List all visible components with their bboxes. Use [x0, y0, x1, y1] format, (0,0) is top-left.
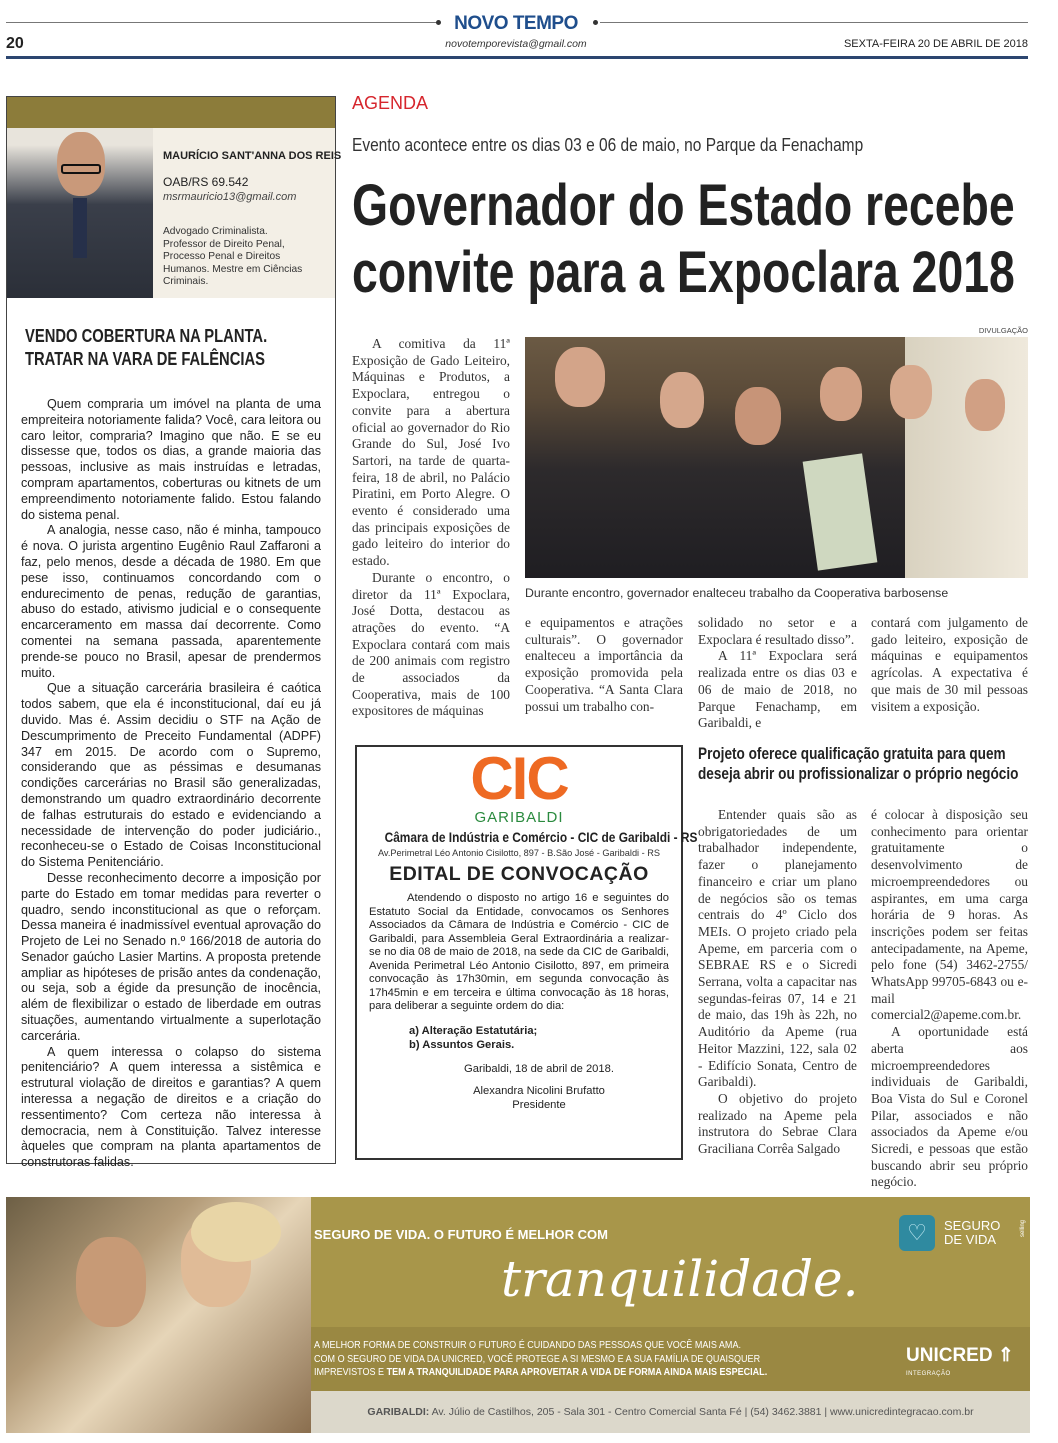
- article-col-2: [525, 615, 683, 715]
- edital-title: EDITAL DE CONVOCAÇÃO: [389, 863, 649, 885]
- ad-side-credit: selling: [1020, 1219, 1026, 1237]
- ad-photo: [6, 1197, 311, 1433]
- article-paragraph: A 11ª Expoclara será realizada entre os dias 03 e 06 de maio de 2018, no Parque Fenachamp, em Garibaldi, e: [698, 648, 857, 731]
- edital-address: Av.Perimetral Léo Antonio Cisilotto, 897 - B.São José - Garibaldi - RS: [377, 848, 661, 858]
- ad-badge: SEGURO DE VIDA: [944, 1218, 1001, 1247]
- column-paragraph: Quem compraria um imóvel na planta de uma empreiteira notoriamente falida? Você, cara leitora ou caro leitor, compraria? Imagino que não. E se eu dissesse que, todos os dias, a grande maioria das pessoas, inclusive as mais instruídas e letradas, compram apartamentos, coberturas ou kitnets de um empreendimento notoriamente falido. Estou falando do sistema penal.: [21, 397, 321, 522]
- header-rule-left: [6, 22, 438, 23]
- opinion-column: [6, 96, 342, 1170]
- unicred-logo: [906, 1345, 1014, 1367]
- author-bio: Advogado Criminalista. Professor de Direito Penal, Processo Penal e Direitos Humanos. Mestre em Ciências Criminais.: [163, 226, 303, 287]
- author-photo: [7, 128, 153, 298]
- edital-org: Câmara de Indústria e Comércio - CIC de Garibaldi - RS: [384, 829, 698, 845]
- ad-body-line: IMPREVISTOS E: [314, 1366, 387, 1378]
- header-rule-right: [600, 22, 1028, 23]
- heart-icon: ♡: [899, 1215, 935, 1251]
- ad-body: [314, 1339, 767, 1380]
- article-paragraph: A comitiva da 11ª Exposição de Gado Leiteiro, Máquinas e Produtos, a Expoclara, entregou o convite para a abertura oficial ao governador do Rio Grande do Sul, José Ivo Sartori, na tarde de quarta-feira, 18 de abril, no Palácio Piratini, em Porto Alegre. O evento é considerado uma das principais exposições de gado leiteiro do interior do estado.: [352, 336, 510, 569]
- article-paragraph: solidado no setor e a Expoclara é resultado disso”.: [698, 615, 857, 647]
- projeto-headline: [698, 744, 1058, 784]
- ad-footer-city: GARIBALDI:: [367, 1406, 430, 1418]
- edital-signer: Alexandra Nicolini Brufatto: [473, 1084, 605, 1097]
- author-name: MAURÍCIO SANT'ANNA DOS REIS: [163, 150, 342, 162]
- unicred-brand: UNICRED: [906, 1345, 993, 1366]
- page-number: 20: [6, 35, 24, 52]
- edital-body: Atendendo o disposto no artigo 16 e seguintes do Estatuto Social da Entidade, convocamos os Senhores Associados da Câmara de Indústria e Comércio - CIC de Garibaldi, para Assembleia Geral Extraordinária a realizar-se no dia 08 de maio de 2018, na sede da CIC de Garibaldi, Avenida Perimetral Léo Antonio Cisilotto, 897, em primeira convocação às 17h30min, em segunda convocação às 17h45min e em terceira e última convocação às 18 horas, para deliberar a seguinte ordem do dia:: [369, 892, 669, 1012]
- issue-date: SEXTA-FEIRA 20 DE ABRIL DE 2018: [843, 38, 1028, 50]
- edital-items: [357, 1024, 681, 1052]
- unicred-arrow-icon: ⇑: [997, 1345, 1014, 1366]
- article-subtitle-text: Evento acontece entre os dias 03 e 06 de maio, no Parque da Fenachamp: [352, 135, 864, 155]
- article-paragraph: A oportunidade está aberta aos microempreendedores individuais de Garibaldi, Boa Vista do Sul e Coronel Pilar, associados e não associados da Apeme e/ou Sicredi, e pessoas que estão buscando abrir seu próprio negócio.: [871, 1024, 1028, 1190]
- author-email: msrmauricio13@gmail.com: [163, 191, 297, 203]
- edital-role: Presidente: [512, 1098, 566, 1111]
- article-col-1: [352, 336, 510, 720]
- edital-item: a) Alteração Estatutária;: [409, 1024, 538, 1037]
- header-rule-bottom: [6, 56, 1028, 59]
- projeto-headline-line1: Projeto oferece qualificação gratuita para quem: [698, 744, 1006, 763]
- article-photo: [525, 337, 1028, 578]
- unicred-ad: [6, 1197, 1030, 1433]
- column-paragraph: Desse reconhecimento decorre a imposição por parte do Estado em tomar medidas para reverter o quadro, sendo inconstitucional as que o reforçam. Dessa maneira é inadmissível eventual aprovação do Projeto de Lei no Senado n.º 166/2018 de autoria do Senador gaúcho Lasier Martins. A proposta pretende ampliar as hipóteses de prisão antes da condenação, ou seja, sob a égide da presunção de inocência, além de flexibilizar o estado de liberdade em outras situações, aumentando virtualmente a superlotação carcerária.: [21, 870, 321, 1043]
- article-paragraph: Entender quais são as obrigatoriedades de um trabalhador independente, fazer o planejamento financeiro e criar um plano de negócios são os temas centrais do 4º Ciclo dos MEIs. O projeto criado pela Apeme, em parceria com o SEBRAE RS e o Sicredi Serrana, volta a capacitar nas segundas-feiras 07, 14 e 21 de maio, das 19h às 22h, no Auditório da Apeme (rua Heitor Mazzini, 122, sala 02 - Edifício Sonata, Centro de Garibaldi).: [698, 807, 857, 1090]
- column-title-line2: TRATAR NA VARA DE FALÊNCIAS: [25, 349, 265, 369]
- column-paragraph: Que a situação carcerária brasileira é caótica todos sabem, que ela é inconstitucional, daí eu já duvido. Mas é. Assim decidiu o STF na Ação de Descumprimento de Preceito Fundamental (ADPF) 347 em 2015. De acordo com o Supremo, considerando que as péssimas e desumanas condições carcerárias no Brasil são generalizadas, demonstrando um quadro extraordinário decorrente de falhas estruturais do estado e evidenciando a necessidade de intervenção do poder judiciário., reconheceu-se o Estado de Coisas Inconstitucional do Sistema Penitenciário.: [21, 681, 321, 870]
- article-paragraph: O objetivo do projeto realizado na Apeme pela instrutora do Sebrae Clara Graciliana Corrêa Salgado: [698, 1090, 857, 1157]
- column-paragraph: A quem interessa o colapso do sistema penitenciário? A quem interessa a sistêmica e estrutural violação de direitos e garantias? A quem interessa a negação de direitos e a criação do ressentimento? Com certeza não interessa à democracia, nem à Constituição. Talvez interesse àqueles que compram na planta apartamentos de construtoras falidas.: [21, 1044, 321, 1170]
- ad-body-emphasis: TEM A TRANQUILIDADE PARA APROVEITAR A VIDA DE FORMA AINDA MAIS ESPECIAL.: [386, 1366, 768, 1378]
- photo-credit: DIVULGAÇÃO: [978, 326, 1028, 335]
- article-col-4: [871, 615, 1028, 715]
- ad-footer: [311, 1391, 1030, 1433]
- photo-caption: Durante encontro, governador enalteceu trabalho da Cooperativa barbosense: [525, 586, 949, 600]
- cic-logo: CIC: [470, 745, 568, 812]
- column-title: [25, 325, 320, 371]
- article-paragraph: e equipamentos e atrações culturais”. O governador enalteceu a importância da exposição promovida pela Cooperativa. “A Santa Clara possui um trabalho con-: [525, 615, 683, 714]
- masthead-title: NOVO TEMPO: [454, 13, 578, 34]
- article-col-3: [698, 615, 857, 732]
- cic-logo-sub: GARIBALDI: [474, 809, 564, 826]
- edital-place-date: Garibaldi, 18 de abril de 2018.: [464, 1062, 614, 1075]
- article-paragraph: é colocar à disposição seu conhecimento para orientar gratuitamente o desenvolvimento de microempreendedores ou aspirantes, em uma carga horária de 9 horas. As inscrições podem ser feitas antecipadamente, na Apeme, pelo fone (54) 3462-2755/ WhatsApp 99705-6843 ou e-mail comercial2@apeme.com.br.: [871, 807, 1028, 1023]
- article-paragraph: contará com julgamento de gado leiteiro, exposição de máquinas e equipamentos agrícolas. A expectativa é que mais de 30 mil pessoas visitem a exposição.: [871, 615, 1028, 714]
- edital-notice: [355, 745, 698, 1160]
- article-subtitle: [352, 135, 946, 156]
- header-dot-left: [436, 20, 441, 25]
- ad-tagline: SEGURO DE VIDA. O FUTURO É MELHOR COM: [314, 1227, 608, 1242]
- author-box: [7, 128, 342, 298]
- headline-line1: Governador do Estado recebe: [352, 173, 1015, 238]
- projeto-col-2: [871, 807, 1028, 1191]
- column-body: [21, 397, 321, 1171]
- ad-body-line: COM O SEGURO DE VIDA DA UNICRED, VOCÊ PROTEGE A SI MESMO E A SUA FAMÍLIA DE QUAISQUER: [314, 1352, 761, 1365]
- projeto-col-1: [698, 807, 857, 1158]
- unicred-logo-sub: INTEGRAÇÃO: [906, 1371, 951, 1377]
- ad-footer-address: Av. Júlio de Castilhos, 205 - Sala 301 - Centro Comercial Santa Fé | (54) 3462.3881 | www.unicredintegracao.com.br: [429, 1406, 974, 1418]
- article-headline: [352, 172, 1058, 306]
- author-oab: OAB/RS 69.542: [163, 175, 249, 189]
- edital-item: b) Assuntos Gerais.: [409, 1038, 515, 1051]
- column-top-bar: [7, 97, 335, 128]
- column-paragraph: A analogia, nesse caso, não é minha, tampouco é nova. O jurista argentino Eugênio Raul Zaffaroni a faz, pelo menos, desde a década de 1980. Em que pese isso, continuamos concordando com o endurecimento de penas, redução de garantias, abuso do estado, ativismo judicial e o consequente encarceramento em massa daí decorrente. Como comentei na semana passada, aparentemente prende-se pouco no Brasil, apesar de prendermos muito.: [21, 523, 321, 680]
- headline-line2: convite para a Expoclara 2018: [352, 240, 1015, 305]
- column-title-line1: VENDO COBERTURA NA PLANTA.: [25, 326, 268, 346]
- ad-script: tranquilidade.: [501, 1250, 859, 1308]
- ad-body-line: A MELHOR FORMA DE CONSTRUIR O FUTURO É CUIDANDO DAS PESSOAS QUE VOCÊ MAIS AMA.: [314, 1339, 741, 1351]
- projeto-headline-line2: deseja abrir ou profissionalizar o próprio negócio: [698, 764, 1019, 783]
- section-label: AGENDA: [352, 93, 429, 113]
- masthead-email: novotemporevista@gmail.com: [445, 38, 587, 50]
- article-paragraph: Durante o encontro, o diretor da 11ª Expoclara, José Dotta, destacou as atrações do evento. “A Expoclara contará com mais de 200 animais com registro de associados da Cooperativa, mais de 100 expositores de máquinas: [352, 569, 510, 719]
- header-dot-right: [593, 20, 598, 25]
